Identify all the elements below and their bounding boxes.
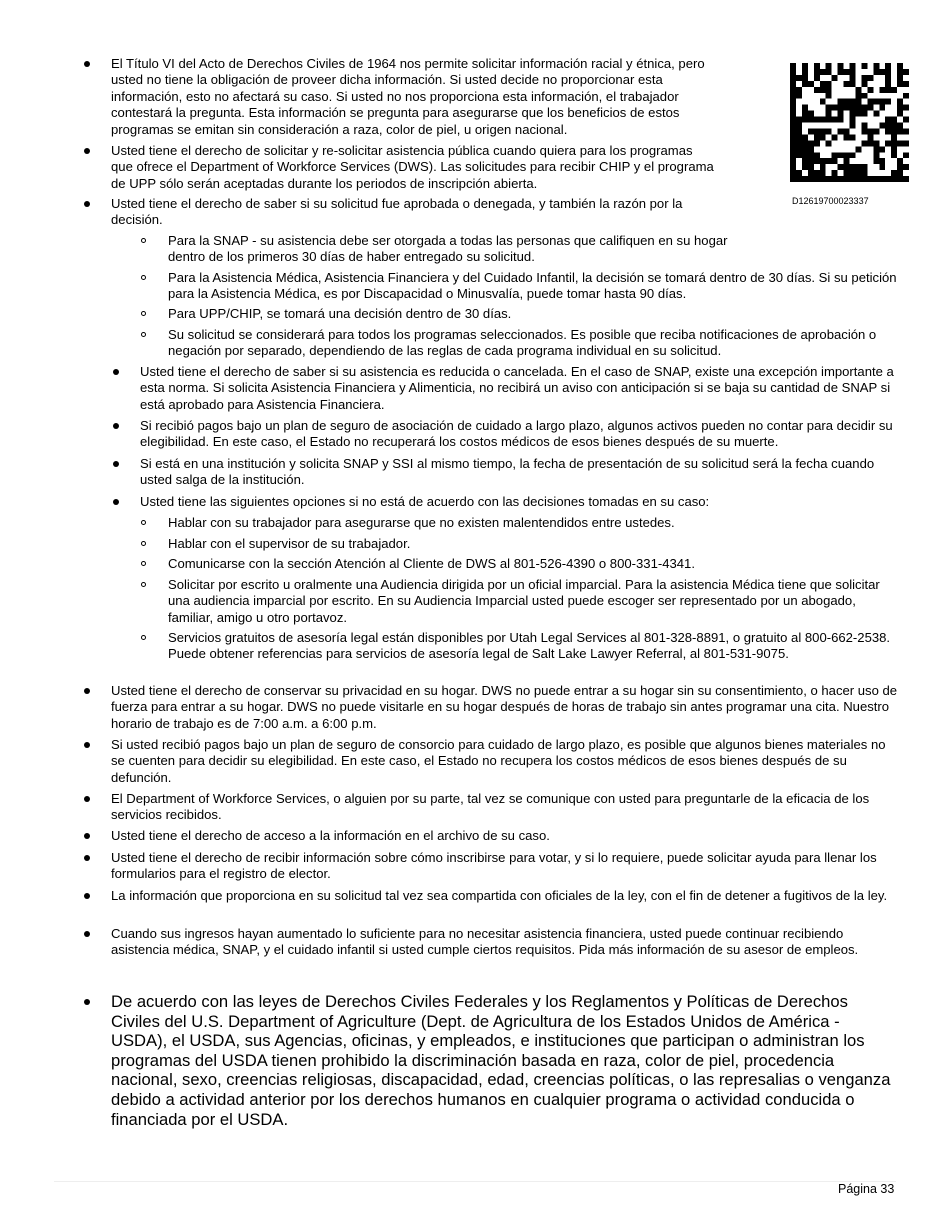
- paragraph-text: Hablar con su trabajador para asegurarse que no existen malentendidos entre ustedes.: [168, 515, 675, 530]
- bullet-icon: [84, 833, 90, 839]
- paragraph-text: Usted tiene las siguientes opciones si no está de acuerdo con las decisiones tomadas en su caso:: [140, 494, 710, 509]
- bullet-icon: [113, 423, 119, 429]
- bullet-icon: [84, 148, 90, 154]
- usda-nondiscrimination-text: De acuerdo con las leyes de Derechos Civiles Federales y los Reglamentos y Políticas de Derechos Civiles del U.S. Department of Agriculture (Dept. de Agricultura de los Estados Unidos de América - USDA), el USDA, sus Agencias, oficinas, y empleados, e instituciones que participan o administran los programas del USDA tienen prohibido la discriminación basada en raza, color de piel, procedencia nacional, sexo, creencias religiosas, discapacidad, edad, creencias políticas, o las represalias o venganza debido a actividad anterior por los derechos humanos en cualquier programa o actividad conducida o financiada por el USDA.: [111, 992, 891, 1129]
- circle-bullet-icon: [141, 635, 146, 640]
- bullet-icon: [84, 999, 90, 1005]
- paragraph-text: La información que proporciona en su solicitud tal vez sea compartida con oficiales de la ley, con el fin de detener a fugitivos de la ley.: [111, 888, 888, 903]
- circle-bullet-icon: [141, 520, 146, 525]
- circle-bullet-icon: [141, 275, 146, 280]
- paragraph-text: Si recibió pagos bajo un plan de seguro de asociación de cuidado a largo plazo, algunos activos pueden no contar para decidir su elegibilidad. En este caso, el Estado no recuperará los costos médicos de esos bienes después de su muerte.: [140, 418, 893, 450]
- paragraph-text: Hablar con el supervisor de su trabajador.: [168, 536, 411, 551]
- paragraph-text: Usted tiene el derecho de saber si su solicitud fue aprobada o denegada, y también la razón por la decisión.: [111, 196, 683, 228]
- page-number: Página 33: [838, 1182, 895, 1196]
- datamatrix-barcode: [790, 63, 909, 182]
- circle-bullet-icon: [141, 582, 146, 587]
- bullet-icon: [84, 796, 90, 802]
- paragraph-text: Su solicitud se considerará para todos los programas seleccionados. Es posible que reciba notificaciones de aprobación o negación por separado, dependiendo de las reglas de cada programa individual en su solicitud.: [168, 327, 877, 359]
- paragraph-text: Para la SNAP - su asistencia debe ser otorgada a todas las personas que califiquen en su hogar dentro de los primeros 30 días de haber entregado su solicitud.: [168, 233, 728, 265]
- paragraph-text: Usted tiene el derecho de recibir información sobre cómo inscribirse para votar, y si lo requiere, puede solicitar ayuda para llenar los formularios para el registro de elector.: [111, 850, 877, 882]
- bullet-icon: [113, 499, 119, 505]
- circle-bullet-icon: [141, 311, 146, 316]
- paragraph-text: Usted tiene el derecho de solicitar y re-solicitar asistencia pública cuando quiera para los programas que ofrece el Department of Workforce Services (DWS). Las solicitudes para recibir CHIP y el programa de UPP sólo serán aceptadas durante los periodos de inscripción abierta.: [111, 143, 714, 191]
- bullet-icon: [113, 461, 119, 467]
- paragraph-text: Si está en una institución y solicita SNAP y SSI al mismo tiempo, la fecha de presentación de su solicitud será la fecha cuando usted salga de la institución.: [140, 456, 875, 488]
- paragraph-text: Para la Asistencia Médica, Asistencia Financiera y del Cuidado Infantil, la decisión se tomará dentro de 30 días. Si su petición para la Asistencia Médica, es por Discapacidad o Minusvalía, puede tomar hasta 90 días.: [168, 270, 897, 302]
- paragraph-text: Servicios gratuitos de asesoría legal están disponibles por Utah Legal Services al 801-328-8891, o gratuito al 800-662-2538. Puede obtener referencias para servicios de asesoría legal de Salt Lake Lawyer Referral, al 801-531-9075.: [168, 630, 891, 662]
- bullet-icon: [84, 931, 90, 937]
- paragraph-text: Usted tiene el derecho de saber si su asistencia es reducida o cancelada. En el caso de SNAP, existe una excepción importante a esta norma. Si solicita Asistencia Financiera y Alimenticia, no recibirá un aviso con anticipación si se baja su cantidad de SNAP si está aprobado para Asistencia Financiera.: [140, 364, 894, 412]
- bullet-icon: [84, 201, 90, 207]
- paragraph-text: Cuando sus ingresos hayan aumentado lo suficiente para no necesitar asistencia financiera, usted puede continuar recibiendo asistencia médica, SNAP, y el cuidado infantil si usted cumple ciertos requisitos. Pida más información de su asesor de empleos.: [111, 926, 859, 958]
- bullet-icon: [84, 893, 90, 899]
- paragraph-text: Solicitar por escrito u oralmente una Audiencia dirigida por un oficial imparcial. Para la asistencia Médica tiene que solicitar una audiencia imparcial por escrito. En su Audiencia Imparcial usted puede escoger ser representado por un abogado, familiar, amigo u otro portavoz.: [168, 577, 880, 625]
- circle-bullet-icon: [141, 561, 146, 566]
- paragraph-text: Si usted recibió pagos bajo un plan de seguro de consorcio para cuidado de largo plazo, es posible que algunos bienes materiales no se cuenten para decidir su elegibilidad. En este caso, el Estado no recupera los costos médicos de esos bienes después de su defunción.: [111, 737, 886, 785]
- paragraph-text: Comunicarse con la sección Atención al Cliente de DWS al 801-526-4390 o 800-331-4341.: [168, 556, 695, 571]
- bullet-icon: [84, 61, 90, 67]
- bullet-icon: [113, 369, 119, 375]
- circle-bullet-icon: [141, 541, 146, 546]
- bullet-icon: [84, 855, 90, 861]
- paragraph-text: Usted tiene el derecho de conservar su privacidad en su hogar. DWS no puede entrar a su hogar sin su consentimiento, o hacer uso de fuerza para entrar a su hogar. DWS no puede visitarle en su hogar después de horas de trabajo sin antes programar una cita. Nuestro horario de trabajo es de 7:00 a.m. a 6:00 p.m.: [111, 683, 898, 731]
- paragraph-text: El Department of Workforce Services, o alguien por su parte, tal vez se comunique con usted para preguntarle de la eficacia de los servicios recibidos.: [111, 791, 870, 823]
- paragraph-text: El Título VI del Acto de Derechos Civiles de 1964 nos permite solicitar información racial y étnica, pero usted no tiene la obligación de proveer dicha información. Si usted decide no proporcionar esta información, esto no afectará su caso. Si usted no nos proporciona esta información, el trabajador contestará la pregunta. Esta información se pregunta para asegurarse que los beneficios de estos programas se emitan sin consideración a raza, color de piel, u origen nacional.: [111, 56, 705, 137]
- barcode-id: D12619700023337: [792, 196, 869, 206]
- footer-divider: [54, 1181, 896, 1182]
- paragraph-text: Usted tiene el derecho de acceso a la información en el archivo de su caso.: [111, 828, 550, 843]
- bullet-icon: [84, 742, 90, 748]
- paragraph-text: Para UPP/CHIP, se tomará una decisión dentro de 30 días.: [168, 306, 512, 321]
- circle-bullet-icon: [141, 238, 146, 243]
- circle-bullet-icon: [141, 332, 146, 337]
- bullet-icon: [84, 688, 90, 694]
